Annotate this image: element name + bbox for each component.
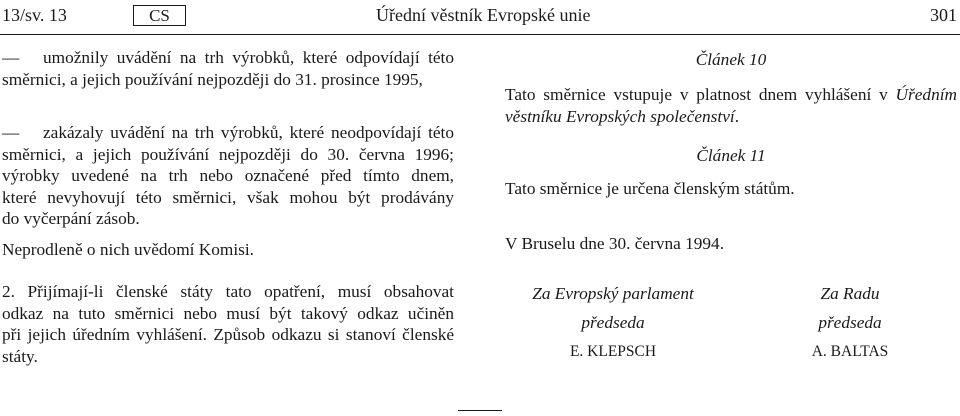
article-10-text: Tato směrnice vstupuje v platnost dnem vyhlášení v Úředním věstníku Evropských společenství. xyxy=(505,85,957,126)
place-and-date: V Bruselu dne 30. června 1994. xyxy=(505,234,725,253)
paragraph-2: 2. Přijímají-li členské státy tato opatření, musí obsahovat odkaz na tuto směrnici nebo musí být takový odkaz učiněn při jejich úředním vyhlášení. Způsob odkazu si stanoví členské státy. xyxy=(2,282,454,366)
signature-institution: Za Evropský parlament xyxy=(532,284,694,303)
journal-title: Úřední věstník Evropské unie xyxy=(376,5,591,25)
article-11-heading: Článek 11 xyxy=(696,146,766,165)
footer-rule xyxy=(458,410,502,411)
page-reference: 13/sv. 13 xyxy=(2,5,67,25)
dash-marker: — xyxy=(2,48,20,67)
dash-item-continuation: směrnici, a jejich používání nejpozději do 31. prosince 1995, xyxy=(2,69,423,89)
page-number: 301 xyxy=(930,5,957,25)
dash-item-first-line: zakázaly uvádění na trh výrobků, které neodpovídají této xyxy=(43,123,454,142)
signature-role: předseda xyxy=(581,313,645,332)
signature-institution: Za Radu xyxy=(820,284,880,303)
header-rule xyxy=(0,34,960,35)
signature-role: předseda xyxy=(818,313,882,332)
article-10-heading: Článek 10 xyxy=(695,50,767,69)
notice-sentence: Neprodleně o nich uvědomí Komisi. xyxy=(2,240,254,259)
signature-name: E. KLEPSCH xyxy=(569,343,657,360)
dash-item-continuation: směrnici, a jejich používání nejpozději do 30. června 1996; výrobky uvedené na trh nebo označené před tímto dnem, které nevyhovují této směrnici, však mohou být prodávány do vyčerpání zásob. xyxy=(2,144,454,228)
article-11-text: Tato směrnice je určena členským státům. xyxy=(505,179,795,198)
dash-item-first-line: umožnily uvádění na trh výrobků, které odpovídají této xyxy=(43,48,454,67)
signature-block-parliament xyxy=(505,283,721,363)
dash-marker: — xyxy=(2,123,20,142)
signature-block-council xyxy=(742,283,958,363)
language-code-box: CS xyxy=(133,5,186,26)
signature-name: A. BALTAS xyxy=(811,343,889,360)
